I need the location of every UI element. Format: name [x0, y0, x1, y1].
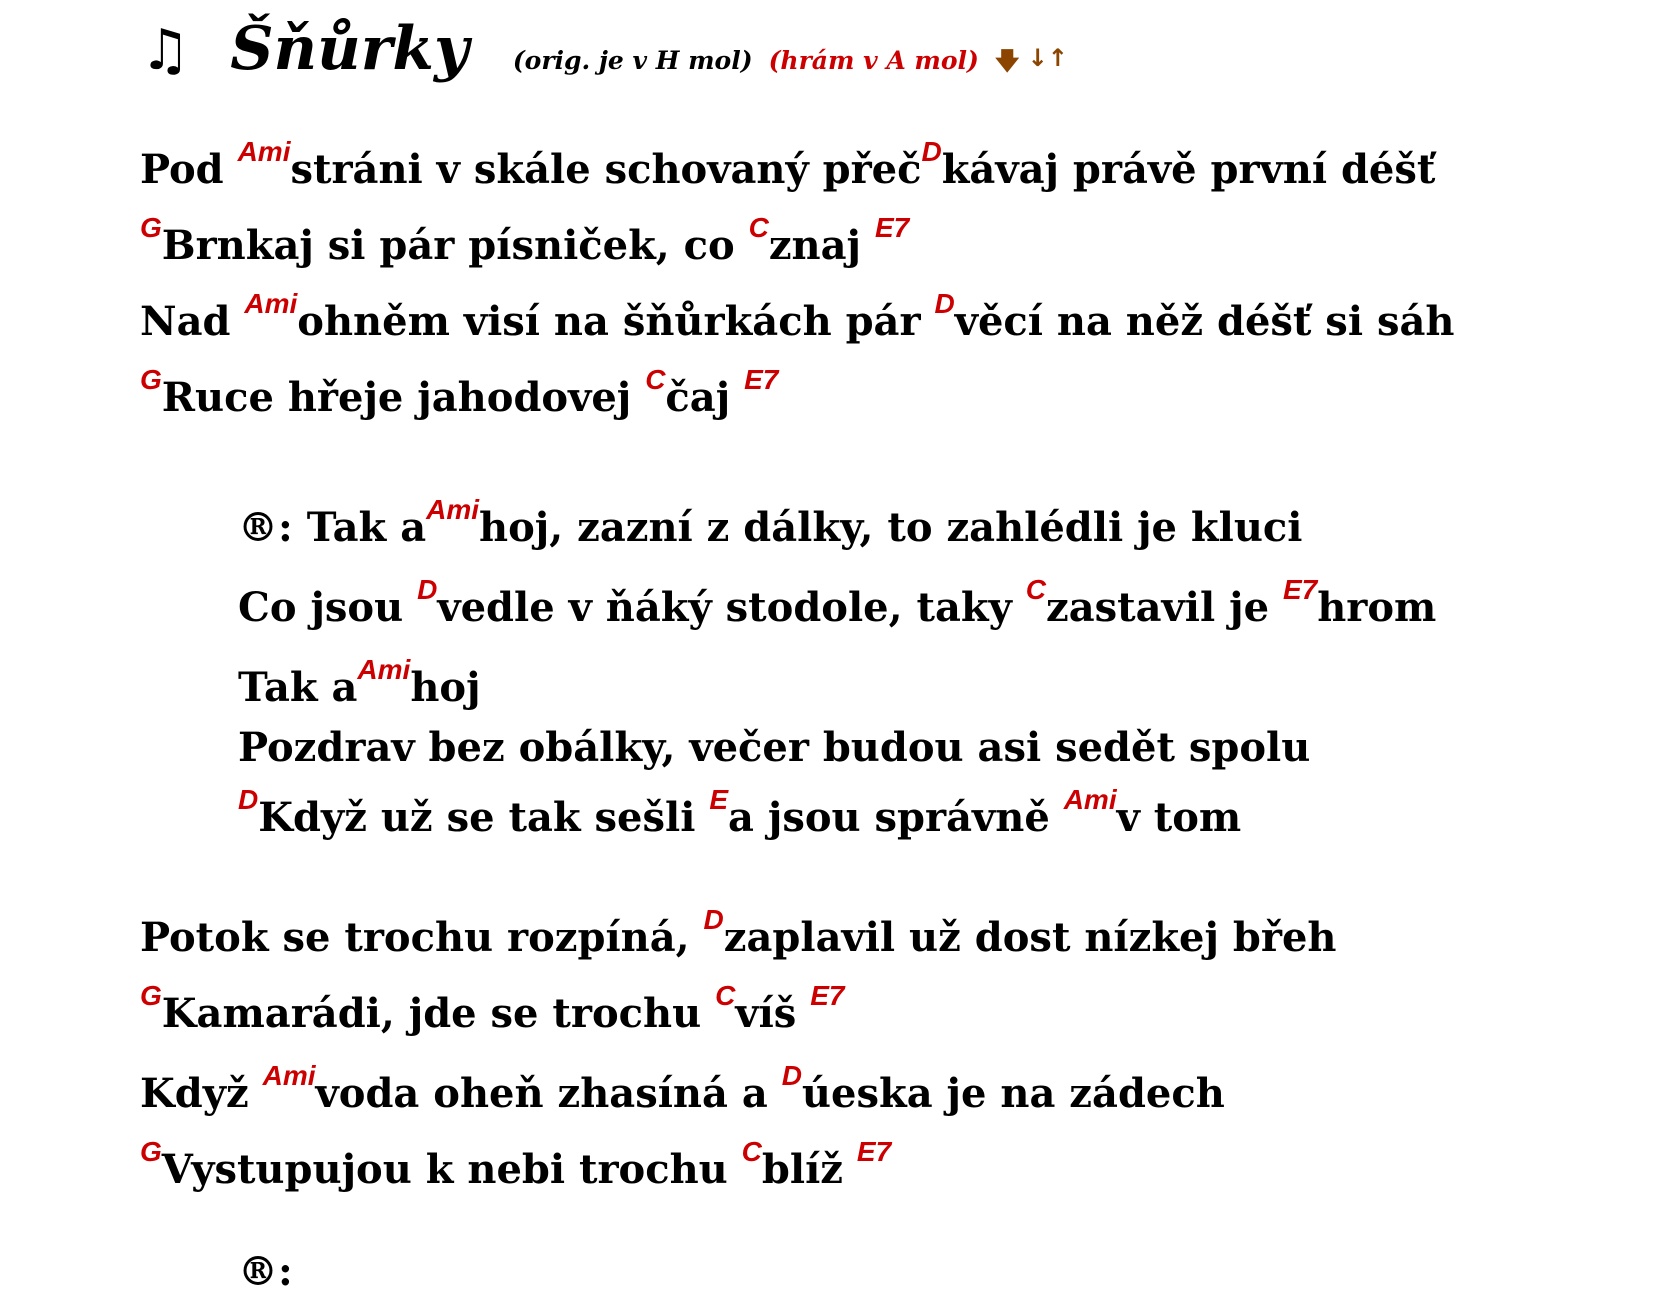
lyric-text: v tom — [1116, 794, 1242, 841]
chord: C — [715, 980, 736, 1011]
original-key: (orig. je v H mol) — [512, 46, 753, 75]
lyric-line — [140, 904, 1337, 961]
lyric-text: Když už se tak sešli — [258, 794, 710, 841]
lyric-text: víš — [735, 990, 811, 1037]
lyric-text: Co jsou — [238, 584, 418, 631]
chord: G — [140, 364, 162, 395]
chord: G — [140, 980, 162, 1011]
music-note-icon: ♫ — [140, 18, 191, 83]
chord: C — [645, 364, 666, 395]
lyric-text: Vystupujou k nebi trochu — [161, 1146, 742, 1193]
chord: E7 — [810, 980, 845, 1011]
chord: E7 — [1282, 574, 1318, 605]
lyric-text: kávaj právě první déšť — [941, 146, 1436, 193]
lyric-text: Kamarádi, jde se trochu — [161, 990, 716, 1037]
chord: E7 — [874, 212, 910, 243]
lyric-text: blíž — [761, 1146, 857, 1193]
lyric-text: a jsou správně — [728, 794, 1064, 841]
chord: Ami — [237, 136, 291, 167]
lyric-text: zaplavil už dost nízkej břeh — [723, 914, 1337, 961]
lyric-text: úeska je na zádech — [801, 1070, 1225, 1117]
lyric-text: Pod — [140, 146, 238, 193]
chord: D — [934, 288, 955, 319]
lyric-text: stráni v skále schovaný přeč — [290, 146, 922, 193]
lyric-text: ohněm visí na šňůrkách pár — [297, 298, 935, 345]
chord: D — [417, 574, 438, 605]
chord: Ami — [1063, 784, 1117, 815]
chord: D — [238, 784, 259, 815]
lyric-text: Brnkaj si pár písniček, co — [161, 222, 749, 269]
song-title: Šňůrky — [230, 14, 469, 84]
lyric-text: Tak a — [238, 664, 358, 711]
chord: E — [709, 784, 728, 815]
lyric-line — [140, 212, 910, 269]
lyric-text: Nad — [140, 298, 245, 345]
song-header — [140, 14, 1068, 104]
lyric-text: Potok se trochu rozpíná, — [140, 914, 704, 961]
chord: G — [140, 1136, 162, 1167]
lyric-text: Ruce hřeje jahodovej — [161, 374, 646, 421]
lyric-text: hoj, zazní z dálky, to zahlédli je kluci — [479, 504, 1303, 551]
chord: Ami — [244, 288, 298, 319]
lyric-line — [238, 574, 1437, 631]
lyric-text: čaj — [665, 374, 745, 421]
lyric-line — [140, 1136, 892, 1193]
lyric-line — [140, 136, 1436, 193]
chord: C — [741, 1136, 762, 1167]
chorus-repeat-marker — [238, 1248, 293, 1295]
chord: Ami — [426, 494, 480, 525]
chord: E7 — [744, 364, 779, 395]
chord: D — [703, 904, 724, 935]
lyric-text: znaj — [768, 222, 875, 269]
lyric-text: vedle v ňáký stodole, taky — [437, 584, 1026, 631]
lyric-text: zastavil je — [1045, 584, 1283, 631]
lyric-text: voda oheň zhasíná a — [315, 1070, 782, 1117]
lyric-text: věcí na něž déšť si sáh — [954, 298, 1455, 345]
lyric-text: ®: Tak a — [238, 504, 427, 551]
lyric-line — [140, 1060, 1225, 1117]
lyric-line — [140, 288, 1455, 345]
lyric-line — [238, 724, 1311, 771]
chord: Ami — [357, 654, 411, 685]
chord: G — [140, 212, 162, 243]
transpose-updown-icon[interactable]: ↓↑ — [1027, 44, 1068, 72]
lyric-text: Když — [140, 1070, 263, 1117]
chord: D — [781, 1060, 802, 1091]
chord: D — [921, 136, 942, 167]
lyric-line — [238, 654, 481, 711]
lyric-line — [140, 980, 845, 1037]
lyric-line — [238, 494, 1303, 551]
lyric-line — [238, 784, 1242, 841]
lyric-text: Pozdrav bez obálky, večer budou asi sedět spolu — [238, 724, 1311, 771]
transpose-controls — [995, 44, 1068, 85]
transpose-down-icon[interactable]: 🡇 — [994, 47, 1020, 75]
lyric-text: ®: — [238, 1248, 293, 1295]
lyric-text: hoj — [410, 664, 481, 711]
chord: Ami — [262, 1060, 316, 1091]
chord: C — [1025, 574, 1046, 605]
chord: C — [748, 212, 769, 243]
lyric-line — [140, 364, 779, 421]
chord: E7 — [856, 1136, 892, 1167]
lyric-text: hrom — [1317, 584, 1437, 631]
played-key: (hrám v A mol) — [768, 46, 979, 75]
